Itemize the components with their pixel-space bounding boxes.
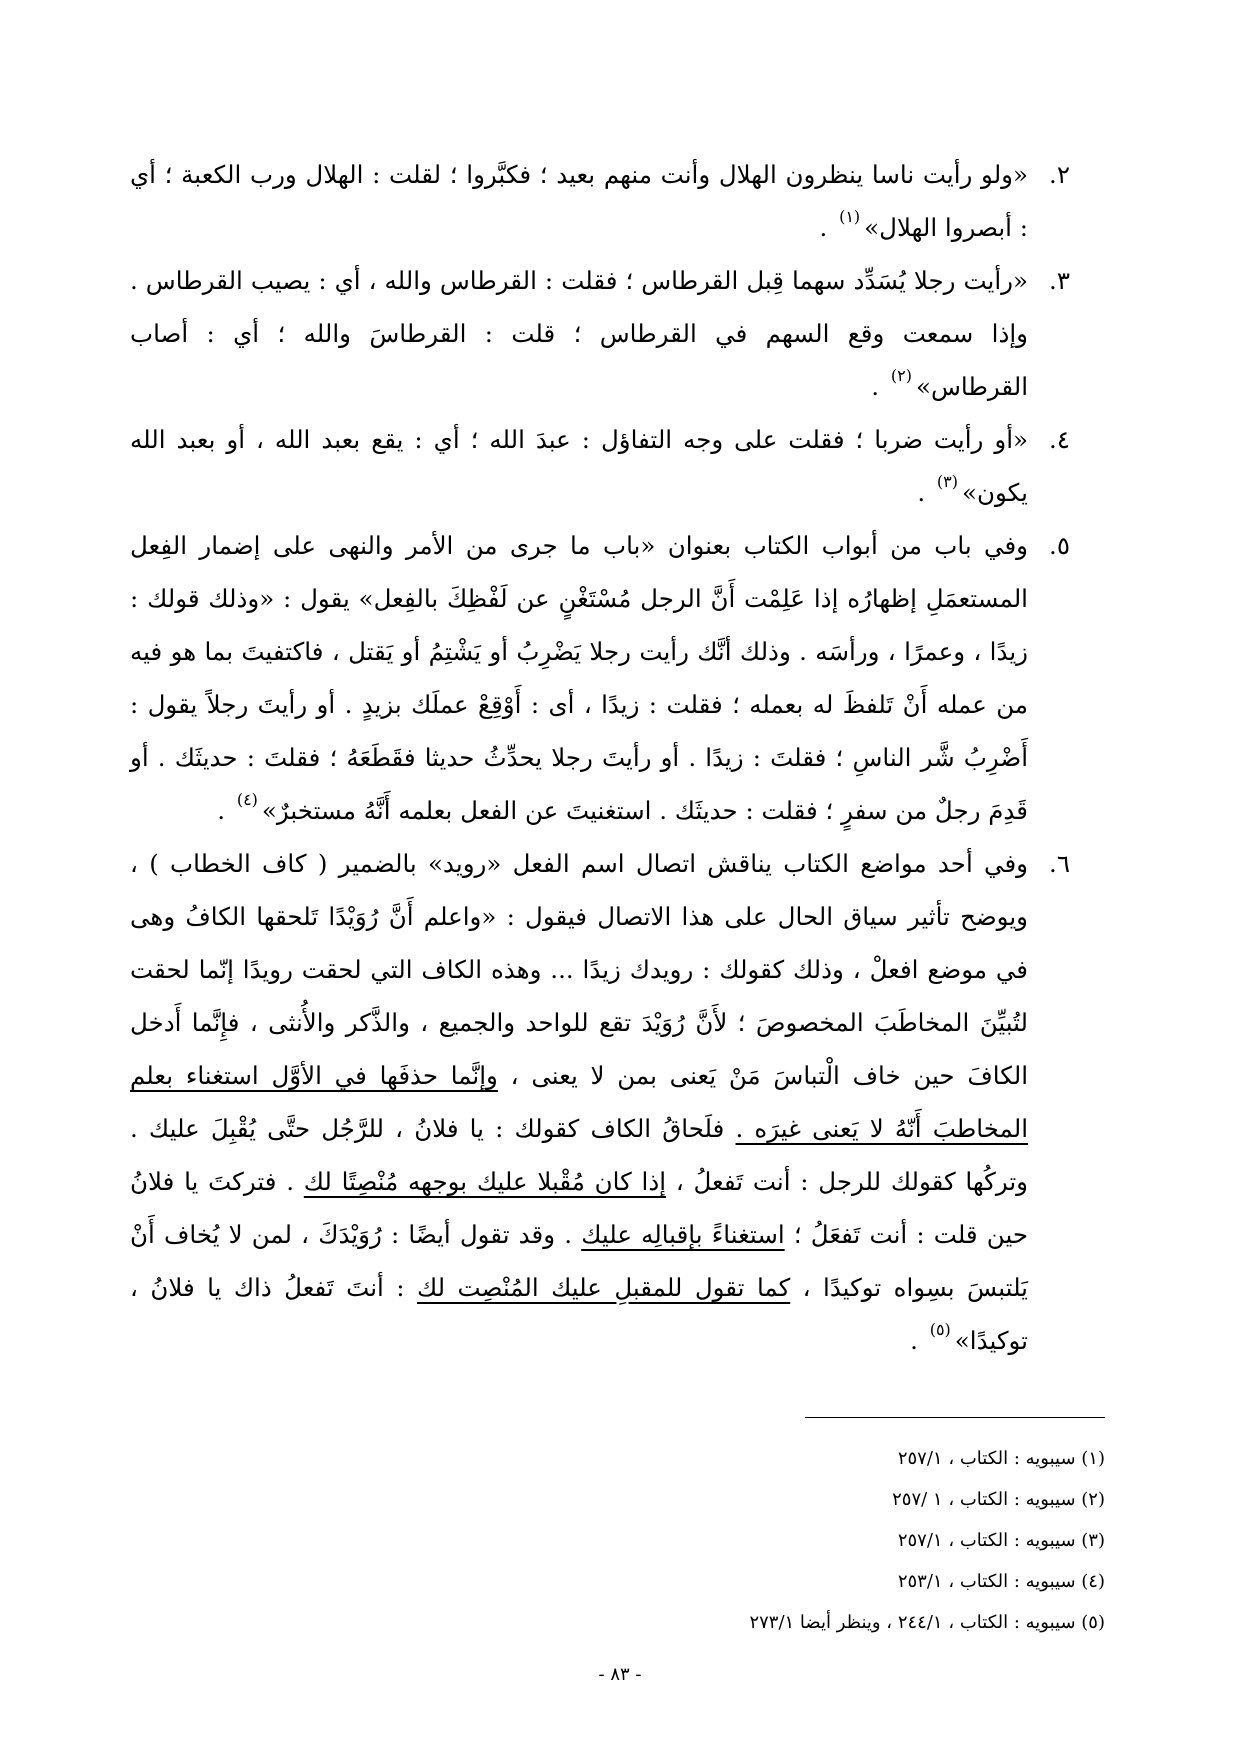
footnote-reference: (٥) (929, 1320, 951, 1339)
underlined-text: وإنَّما حذفَها في الأوَّل استغناء بعلم المخاطبَ أَنّهُ لا يَعنى غيرَه . (130, 1061, 1028, 1143)
paragraph-number: ٥. (1049, 531, 1070, 560)
text-segment: «رأيت رجلا يُسَدِّد سهما قِبل القرطاس ؛ فقلت : القرطاس والله ، أي : يصيب القرطاس . وإذا سمعت وقع السهم في القرطاس ؛ قلت : القرطاسَ والله ؛ أي : أصاب القرطاس» (130, 266, 1028, 401)
text-segment: . (871, 372, 887, 401)
text-segment: . (217, 796, 233, 825)
paragraph-text (130, 837, 1028, 1367)
paragraph-number: ٣. (1049, 266, 1070, 295)
paragraph-number: ٦. (1049, 849, 1070, 878)
paragraph-text (130, 413, 1028, 519)
paragraph-text (130, 519, 1028, 837)
numbered-paragraph (130, 148, 1070, 254)
underlined-text: استغناءً بإقبالِه عليك (581, 1220, 785, 1249)
footnote-2: (٢) سيبويه : الكتاب ، ١ /٢٥٧ (892, 1489, 1105, 1510)
paragraph-text (130, 148, 1028, 254)
text-segment: . (910, 1326, 926, 1355)
footnotes (125, 1438, 1105, 1643)
paragraph-text (130, 254, 1028, 413)
text-segment: . فتركتَ يا فلانُ حين قلت : أنت تَفعَلُ ؛ (130, 1167, 1028, 1249)
footnote-reference: (١) (839, 207, 861, 226)
footnote-reference: (٣) (936, 472, 958, 491)
text-segment: «أو رأيت ضربا ؛ فقلت على وجه التفاؤل : عبدَ الله ؛ أي : يقع بعبد الله ، أو بعبد الله يكون» (130, 425, 1028, 507)
numbered-paragraph (130, 519, 1070, 837)
text-segment: «ولو رأيت ناسا ينظرون الهلال وأنت منهم بعيد ؛ فكبَّروا ؛ لقلت : الهلال ورب الكعبة ؛ أي : أبصروا الهلال» (130, 160, 1028, 242)
paragraph-number: ٢. (1049, 160, 1070, 189)
page-number: - ٨٣ - (598, 1664, 642, 1685)
page-body (130, 148, 1070, 1367)
paragraph-number: ٤. (1049, 425, 1070, 454)
underlined-text: كما تقول للمقبلِ عليك المُنْصِت لك (417, 1273, 791, 1302)
underlined-text: إذا كان مُقْبلا عليك بوجهه مُنْصِتًا لك (303, 1167, 667, 1196)
footnote-5: (٥) سيبويه : الكتاب ، ٢٤٤/١ ، وينظر أيضا ٢٧٣/١ (749, 1612, 1105, 1633)
footnote-separator (805, 1417, 1105, 1418)
text-segment: : أنتَ تَفعلُ ذاك يا فلانُ ، توكيدًا» (130, 1273, 1028, 1355)
numbered-paragraph (130, 413, 1070, 519)
text-segment: وفي أحد مواضع الكتاب يناقش اتصال اسم الفعل «رويد» بالضمير ( كاف الخطاب ) ، ويوضح تأثير سياق الحال على هذا الاتصال فيقول : «واعلم أَنَّ رُوَيْدًا تَلحقها الكافُ وهى في موضع افعلْ ، وذلك كقولك : رويدك زيدًا ... وهذه الكاف التي لحقت رويدًا إنّما لحقت لتُبيِّنَ المخاطَبَ المخصوصَ ؛ لأَنَّ رُوَيْدَ تقع للواحد والجميع ، والذَّكر والأُنثى ، فإِنَّما أَدخل الكافَ حين خاف الْتباسَ مَنْ يَعنى بمن لا يعنى ، (130, 849, 1029, 1090)
footnote-3: (٣) سيبويه : الكتاب ، ٢٥٧/١ (897, 1530, 1105, 1551)
numbered-paragraph (130, 254, 1070, 413)
text-segment: فلَحاقُ الكاف كقولك : يا فلانُ ، للرَّجُل حتَّى يُقْبِلَ عليك . وتركُها كقولك للرجل : أنت تَفعلُ ، (130, 1114, 1029, 1196)
footnote-1: (١) سيبويه : الكتاب ، ٢٥٧/١ (897, 1448, 1105, 1469)
text-segment: . وقد تقول أيضًا : رُوَيْدَكَ ، لمن لا يُخاف أَنْ يَلتبسَ بسِواه توكيدًا ، (130, 1220, 1029, 1302)
footnote-reference: (٤) (236, 790, 258, 809)
text-segment: . (819, 213, 836, 242)
numbered-paragraph (130, 837, 1070, 1367)
text-segment: وفي باب من أبواب الكتاب بعنوان «باب ما جرى من الأمر والنهى على إضمار الفِعل المستعمَلِ إظهارُه إذا عَلِمْت أَنَّ الرجل مُسْتَغْنٍ عن لَفْظِكَ بالفِعل» يقول : «وذلك قولك : زيدًا ، وعمرًا ، ورأسَه . وذلك أنَّك رأيت رجلا يَضْرِبُ أو يَشْتِمُ أو يَقتل ، فاكتفيتَ بما هو فيه من عمله أَنْ تَلفظَ له بعمله ؛ فقلت : زيدًا ، أى : أَوْقِعْ عملَك بزيدٍ . أو رأيتَ رجلاً يقول : أَضْرِبُ شَّر الناسِ ؛ فقلتَ : زيدًا . أو رأيتَ رجلا يحدِّثُ حديثا فقَطَعَهُ ؛ فقلتَ : حديثَك . أو قَدِمَ رجلٌ من سفرٍ ؛ فقلت : حديثَك . استغنيتَ عن الفعل بعلمه أَنَّهُ مستخبرٌ» (130, 531, 1028, 825)
text-segment: . (917, 478, 933, 507)
footnote-reference: (٢) (890, 366, 912, 385)
footnote-4: (٤) سيبويه : الكتاب ، ٢٥٣/١ (897, 1571, 1105, 1592)
